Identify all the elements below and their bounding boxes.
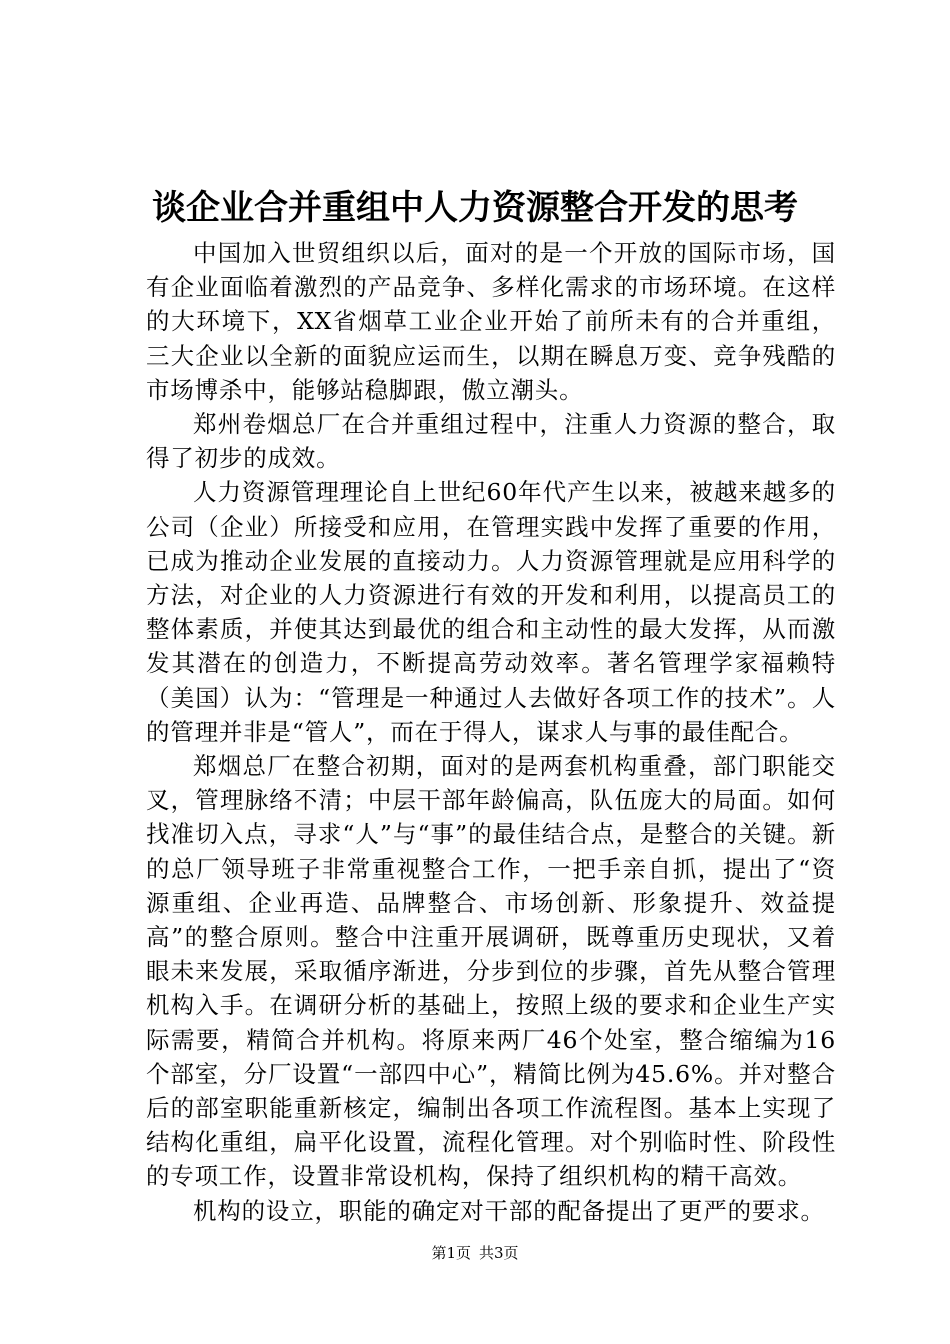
paragraph: 人力资源管理理论自上世纪60年代产生以来，被越来越多的公司（企业）所接受和应用，在管理实践中发挥了重要的作用，已成为推动企业发展的直接动力。人力资源管理就是应用科学的方法，对企业的人力资源进行有效的开发和利用，以提高员工的整体素质，并使其达到最优的组合和主动性的最大发挥，从而激发其潜在的创造力，不断提高劳动效率。著名管理学家福赖特（美国）认为：“管理是一种通过人去做好各项工作的技术”。人的管理并非是“管人”，而在于得人，谋求人与事的最佳配合。 [146,478,836,746]
page-footer [0,1243,950,1263]
paragraph: 机构的设立，职能的确定对干部的配备提出了更严的要求。 [193,1196,825,1225]
page-number: 第1页 [431,1244,471,1262]
page-total: 共3页 [479,1244,519,1262]
paragraph: 郑州卷烟总厂在合并重组过程中，注重人力资源的整合，取得了初步的成效。 [146,410,836,473]
document-title: 谈企业合并重组中人力资源整合开发的思考 [152,188,798,228]
paragraph: 郑烟总厂在整合初期，面对的是两套机构重叠，部门职能交叉，管理脉络不清；中层干部年龄偏高，队伍庞大的局面。如何找准切入点，寻求“人”与“事”的最佳结合点，是整合的关键。新的总厂领导班子非常重视整合工作，一把手亲自抓，提出了“资源重组、企业再造、品牌整合、市场创新、形象提升、效益提高”的整合原则。整合中注重开展调研，既尊重历史现状，又着眼未来发展，采取循序渐进，分步到位的步骤，首先从整合管理机构入手。在调研分析的基础上，按照上级的要求和企业生产实际需要，精简合并机构。将原来两厂46个处室，整合缩编为16个部室，分厂设置“一部四中心”，精简比例为45.6%。并对整合后的部室职能重新核定，编制出各项工作流程图。基本上实现了结构化重组，扁平化设置，流程化管理。对个别临时性、阶段性的专项工作，设置非常设机构，保持了组织机构的精干高效。 [146,752,836,1191]
document-body [146,236,836,1228]
paragraph: 中国加入世贸组织以后，面对的是一个开放的国际市场，国有企业面临着激烈的产品竞争、多样化需求的市场环境。在这样的大环境下，XX省烟草工业企业开始了前所未有的合并重组，三大企业以全新的面貌应运而生，以期在瞬息万变、竞争残酷的市场博杀中，能够站稳脚跟，傲立潮头。 [146,239,836,404]
